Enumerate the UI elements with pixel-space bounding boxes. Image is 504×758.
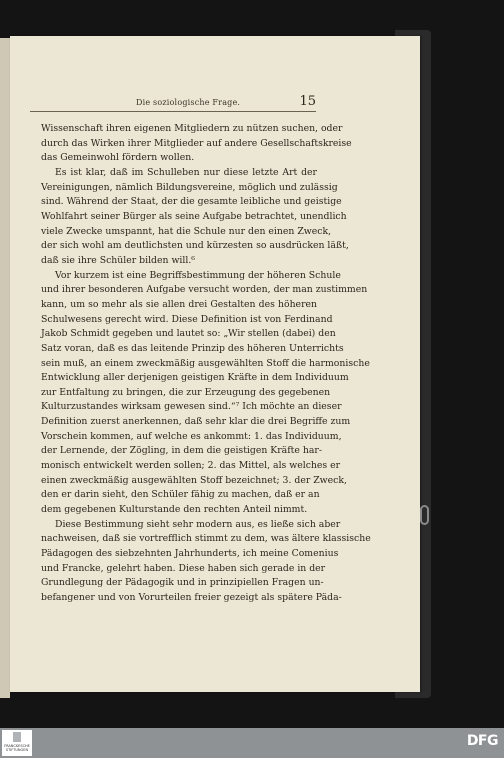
text-line: kann, um so mehr als sie allen drei Gestalten des höheren bbox=[41, 298, 317, 310]
text-line: den er darin sieht, den Schüler fähig zu machen, daß er an bbox=[41, 489, 320, 501]
text-line: viele Zwecke umspannt, hat die Schule nur den einen Zweck, bbox=[41, 225, 332, 237]
text-line: Definition zuerst anerkennen, daß sehr klar die drei Begriffe zum bbox=[41, 416, 351, 428]
text-line: Vereinigungen, nämlich Bildungsvereine, möglich und zulässig bbox=[41, 181, 338, 193]
text-line: daß sie ihre Schüler bilden will.⁶ bbox=[41, 254, 196, 266]
text-line: und Francke, gelehrt haben. Diese haben sich gerade in der bbox=[41, 562, 326, 574]
text-line: Wissenschaft ihren eigenen Mitgliedern zu nützen suchen, oder bbox=[41, 123, 343, 134]
previous-page-edge bbox=[0, 38, 10, 698]
text-line: Diese Bestimmung sieht sehr modern aus, es ließe sich aber bbox=[55, 518, 341, 530]
text-line: Schulwesens gerecht wird. Diese Definition ist von Ferdinand bbox=[41, 313, 333, 325]
book-clasp bbox=[420, 505, 429, 525]
text-line: zur Entfaltung zu bringen, die zur Erzeugung des gegebenen bbox=[41, 386, 331, 398]
text-line: Wohlfahrt seiner Bürger als seine Aufgabe betrachtet, unendlich bbox=[41, 210, 347, 222]
text-line: das Gemeinwohl fördern wollen. bbox=[41, 152, 195, 164]
text-line: einen zweckmäßig ausgewählten Stoff bezeichnet; 3. der Zweck, bbox=[41, 474, 347, 486]
text-line: befangener und von Vorurteilen freier gezeigt als spätere Päda- bbox=[41, 592, 342, 603]
text-line: Pädagogen des siebzehnten Jahrhunderts, ich meine Comenius bbox=[41, 548, 339, 560]
header-rule bbox=[30, 111, 316, 112]
text-line: Vorschein kommen, auf welche es ankommt: 1. das Individuum, bbox=[41, 430, 342, 442]
text-line: Vor kurzem ist eine Begriffsbestimmung der höheren Schule bbox=[55, 269, 341, 281]
text-line: und ihrer besonderen Aufgabe versucht worden, der man zustimmen bbox=[41, 284, 368, 296]
library-logo bbox=[2, 730, 32, 756]
text-line: durch das Wirken ihrer Mitglieder auf andere Gesellschaftskreise bbox=[41, 137, 352, 149]
library-logo-text: FRANCKESCHE STIFTUNGEN bbox=[4, 744, 30, 752]
text-line: Jakob Schmidt gegeben und lautet so: „Wir stellen (dabei) den bbox=[41, 328, 336, 340]
text-line: der sich wohl am deutlichsten und kürzesten so ausdrücken läßt, bbox=[41, 240, 349, 252]
text-line: Entwicklung aller derjenigen geistigen Kräfte in dem Individuum bbox=[41, 372, 349, 384]
text-line: der Lernende, der Zögling, in dem die geistigen Kräfte har- bbox=[41, 445, 322, 457]
text-line: monisch entwickelt werden sollen; 2. das Mittel, als welches er bbox=[41, 460, 341, 472]
text-line: Satz voran, daß es das leitende Prinzip des höheren Unterrichts bbox=[41, 342, 344, 354]
text-line: dem gegebenen Kulturstande den rechten Anteil nimmt. bbox=[41, 504, 308, 516]
text-line: Es ist klar, daß im Schulleben nur diese letzte Art der bbox=[55, 166, 317, 178]
viewer-footer-bar bbox=[0, 728, 504, 758]
library-emblem-icon bbox=[13, 732, 21, 742]
text-line: Kulturzustandes wirksam gewesen sind.“⁷ Ich möchte an dieser bbox=[41, 401, 342, 413]
page-number: 15 bbox=[299, 94, 316, 109]
text-line: Grundlegung der Pädagogik und in prinzipiellen Fragen un- bbox=[41, 577, 324, 589]
dfg-logo: DFG bbox=[466, 733, 498, 749]
text-line: sind. Während der Staat, der die gesamte leibliche und geistige bbox=[41, 196, 342, 208]
running-header bbox=[30, 96, 316, 112]
body-text bbox=[41, 122, 371, 606]
running-title: Die soziologische Frage. bbox=[136, 98, 241, 107]
text-line: nachweisen, daß sie vortrefflich stimmt zu dem, was ältere klassische bbox=[41, 533, 371, 545]
text-line: sein muß, an einem zweckmäßig ausgewählten Stoff die harmonische bbox=[41, 357, 370, 369]
